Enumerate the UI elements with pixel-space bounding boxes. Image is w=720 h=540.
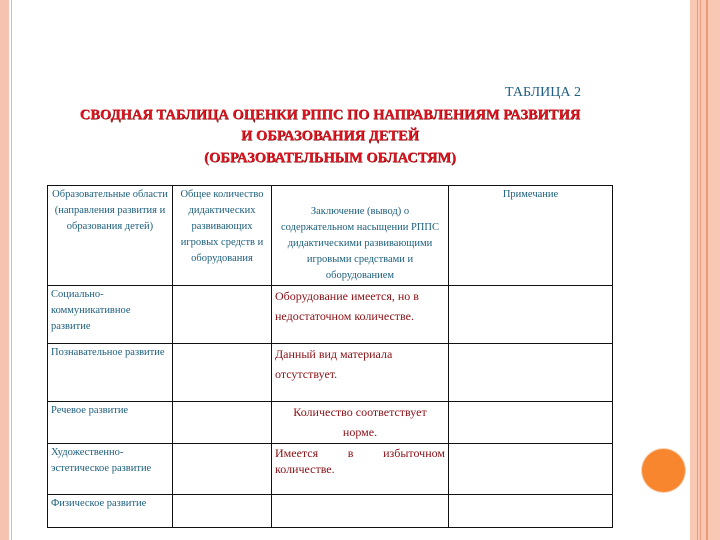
cell-area: Речевое развитие <box>48 402 173 444</box>
cell-conclusion: Оборудование имеется, но в недостаточном количестве. <box>272 286 449 344</box>
cell-area: Познавательное развитие <box>48 344 173 402</box>
cell-conclusion: Имеется в избыточном количестве. <box>272 444 449 495</box>
cell-area: Художественно-эстетическое развитие <box>48 444 173 495</box>
cell-conclusion: Количество соответствует норме. <box>272 402 449 444</box>
cell-note <box>449 402 613 444</box>
table-row <box>48 286 613 344</box>
cell-count <box>173 286 272 344</box>
right-decor-strip <box>690 0 720 540</box>
table-row <box>48 344 613 402</box>
table-row <box>48 495 613 528</box>
cell-count <box>173 495 272 528</box>
cell-conclusion <box>272 495 449 528</box>
cell-note <box>449 495 613 528</box>
cell-count <box>173 402 272 444</box>
left-decor-line <box>11 0 12 540</box>
cell-area: Социально-коммуникативное развитие <box>48 286 173 344</box>
header-conclusion: Заключение (вывод) о содержательном насыщении РППС дидактическими развивающими игровыми средствами и оборудованием <box>272 186 449 286</box>
cell-count <box>173 344 272 402</box>
header-note: Примечание <box>449 186 613 286</box>
orange-circle-decor <box>642 449 685 492</box>
table-row <box>48 444 613 495</box>
cell-note <box>449 444 613 495</box>
header-area: Образовательные области (направления развития и образования детей) <box>48 186 173 286</box>
header-count: Общее количество дидактических развивающих игровых средств и оборудования <box>173 186 272 286</box>
cell-count <box>173 444 272 495</box>
cell-note <box>449 286 613 344</box>
title-line-2: И ОБРАЗОВАНИЯ ДЕТЕЙ <box>241 128 419 144</box>
title-line-3: (ОБРАЗОВАТЕЛЬНЫМ ОБЛАСТЯМ) <box>204 150 456 166</box>
cell-note <box>449 344 613 402</box>
table-number: ТАБЛИЦА 2 <box>505 85 581 100</box>
summary-table <box>47 185 613 528</box>
cell-area: Физическое развитие <box>48 495 173 528</box>
header-row <box>48 186 613 286</box>
cell-conclusion: Данный вид материала отсутствует. <box>272 344 449 402</box>
title-line-1: СВОДНАЯ ТАБЛИЦА ОЦЕНКИ РППС ПО НАПРАВЛЕНИЯМ РАЗВИТИЯ <box>79 107 581 123</box>
table-row <box>48 402 613 444</box>
left-decor-strip <box>0 0 9 540</box>
